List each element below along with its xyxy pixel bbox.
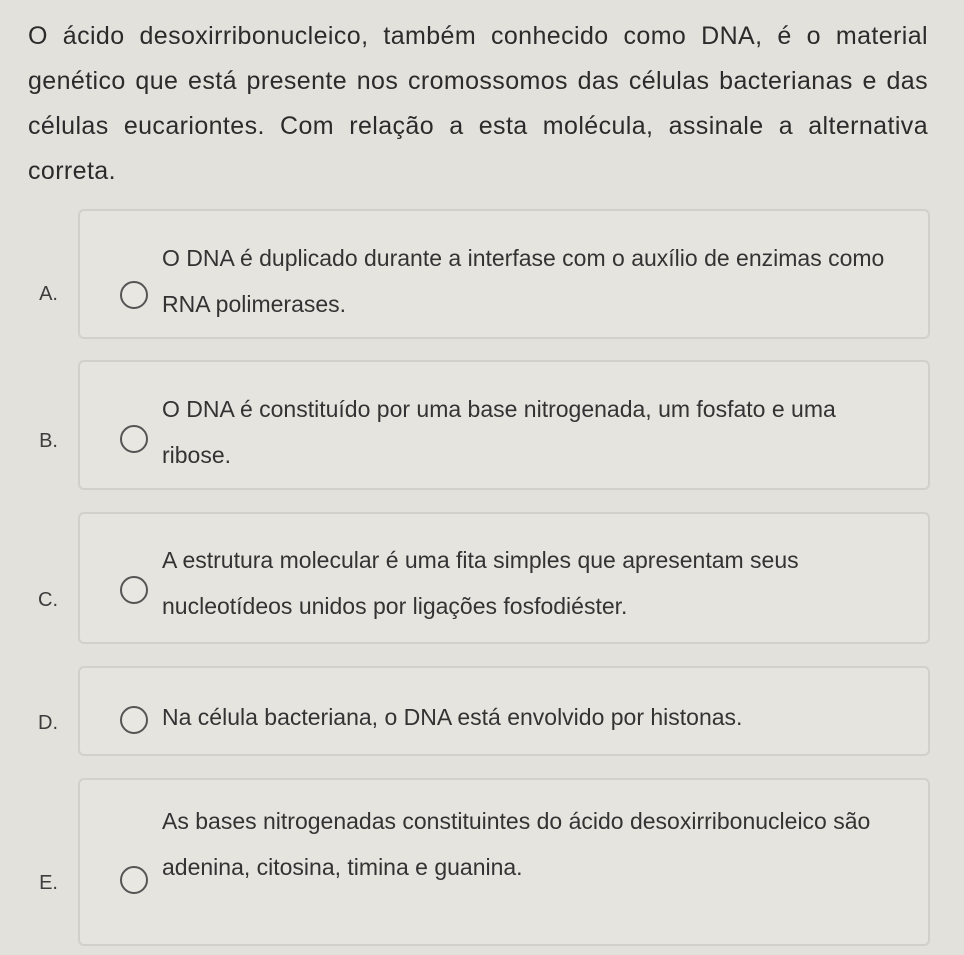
option-text-b: O DNA é constituído por uma base nitrogenada, um fosfato e uma ribose. [162, 396, 836, 468]
option-letter-d: D. [38, 712, 58, 734]
option-letter-b: B. [39, 430, 58, 452]
option-d[interactable] [38, 666, 930, 756]
option-letter-e: E. [39, 872, 58, 894]
option-b[interactable] [39, 360, 930, 490]
radio-c[interactable] [120, 576, 148, 604]
option-e[interactable] [39, 778, 930, 946]
question-text: O ácido desoxirribonucleico, também conhecido como DNA, é o material genético que está presente nos cromossomos das células bacterianas e das células eucariontes. Com relação a esta molécula, assinale a alternativa correta. [28, 22, 928, 185]
radio-b[interactable] [120, 425, 148, 453]
radio-e[interactable] [120, 866, 148, 894]
option-text-c: A estrutura molecular é uma fita simples que apresentam seus nucleotídeos unidos por ligações fosfodiéster. [162, 547, 799, 619]
radio-a[interactable] [120, 281, 148, 309]
option-text-e: As bases nitrogenadas constituintes do ácido desoxirribonucleico são adenina, citosina, timina e guanina. [162, 808, 871, 880]
option-a[interactable] [39, 209, 930, 339]
option-text-d: Na célula bacteriana, o DNA está envolvido por histonas. [162, 704, 743, 730]
option-letter-a: A. [39, 283, 58, 305]
option-text-a: O DNA é duplicado durante a interfase com o auxílio de enzimas como RNA polimerases. [162, 245, 885, 317]
radio-d[interactable] [120, 706, 148, 734]
option-letter-c: C. [38, 589, 58, 611]
option-c[interactable] [38, 512, 930, 644]
